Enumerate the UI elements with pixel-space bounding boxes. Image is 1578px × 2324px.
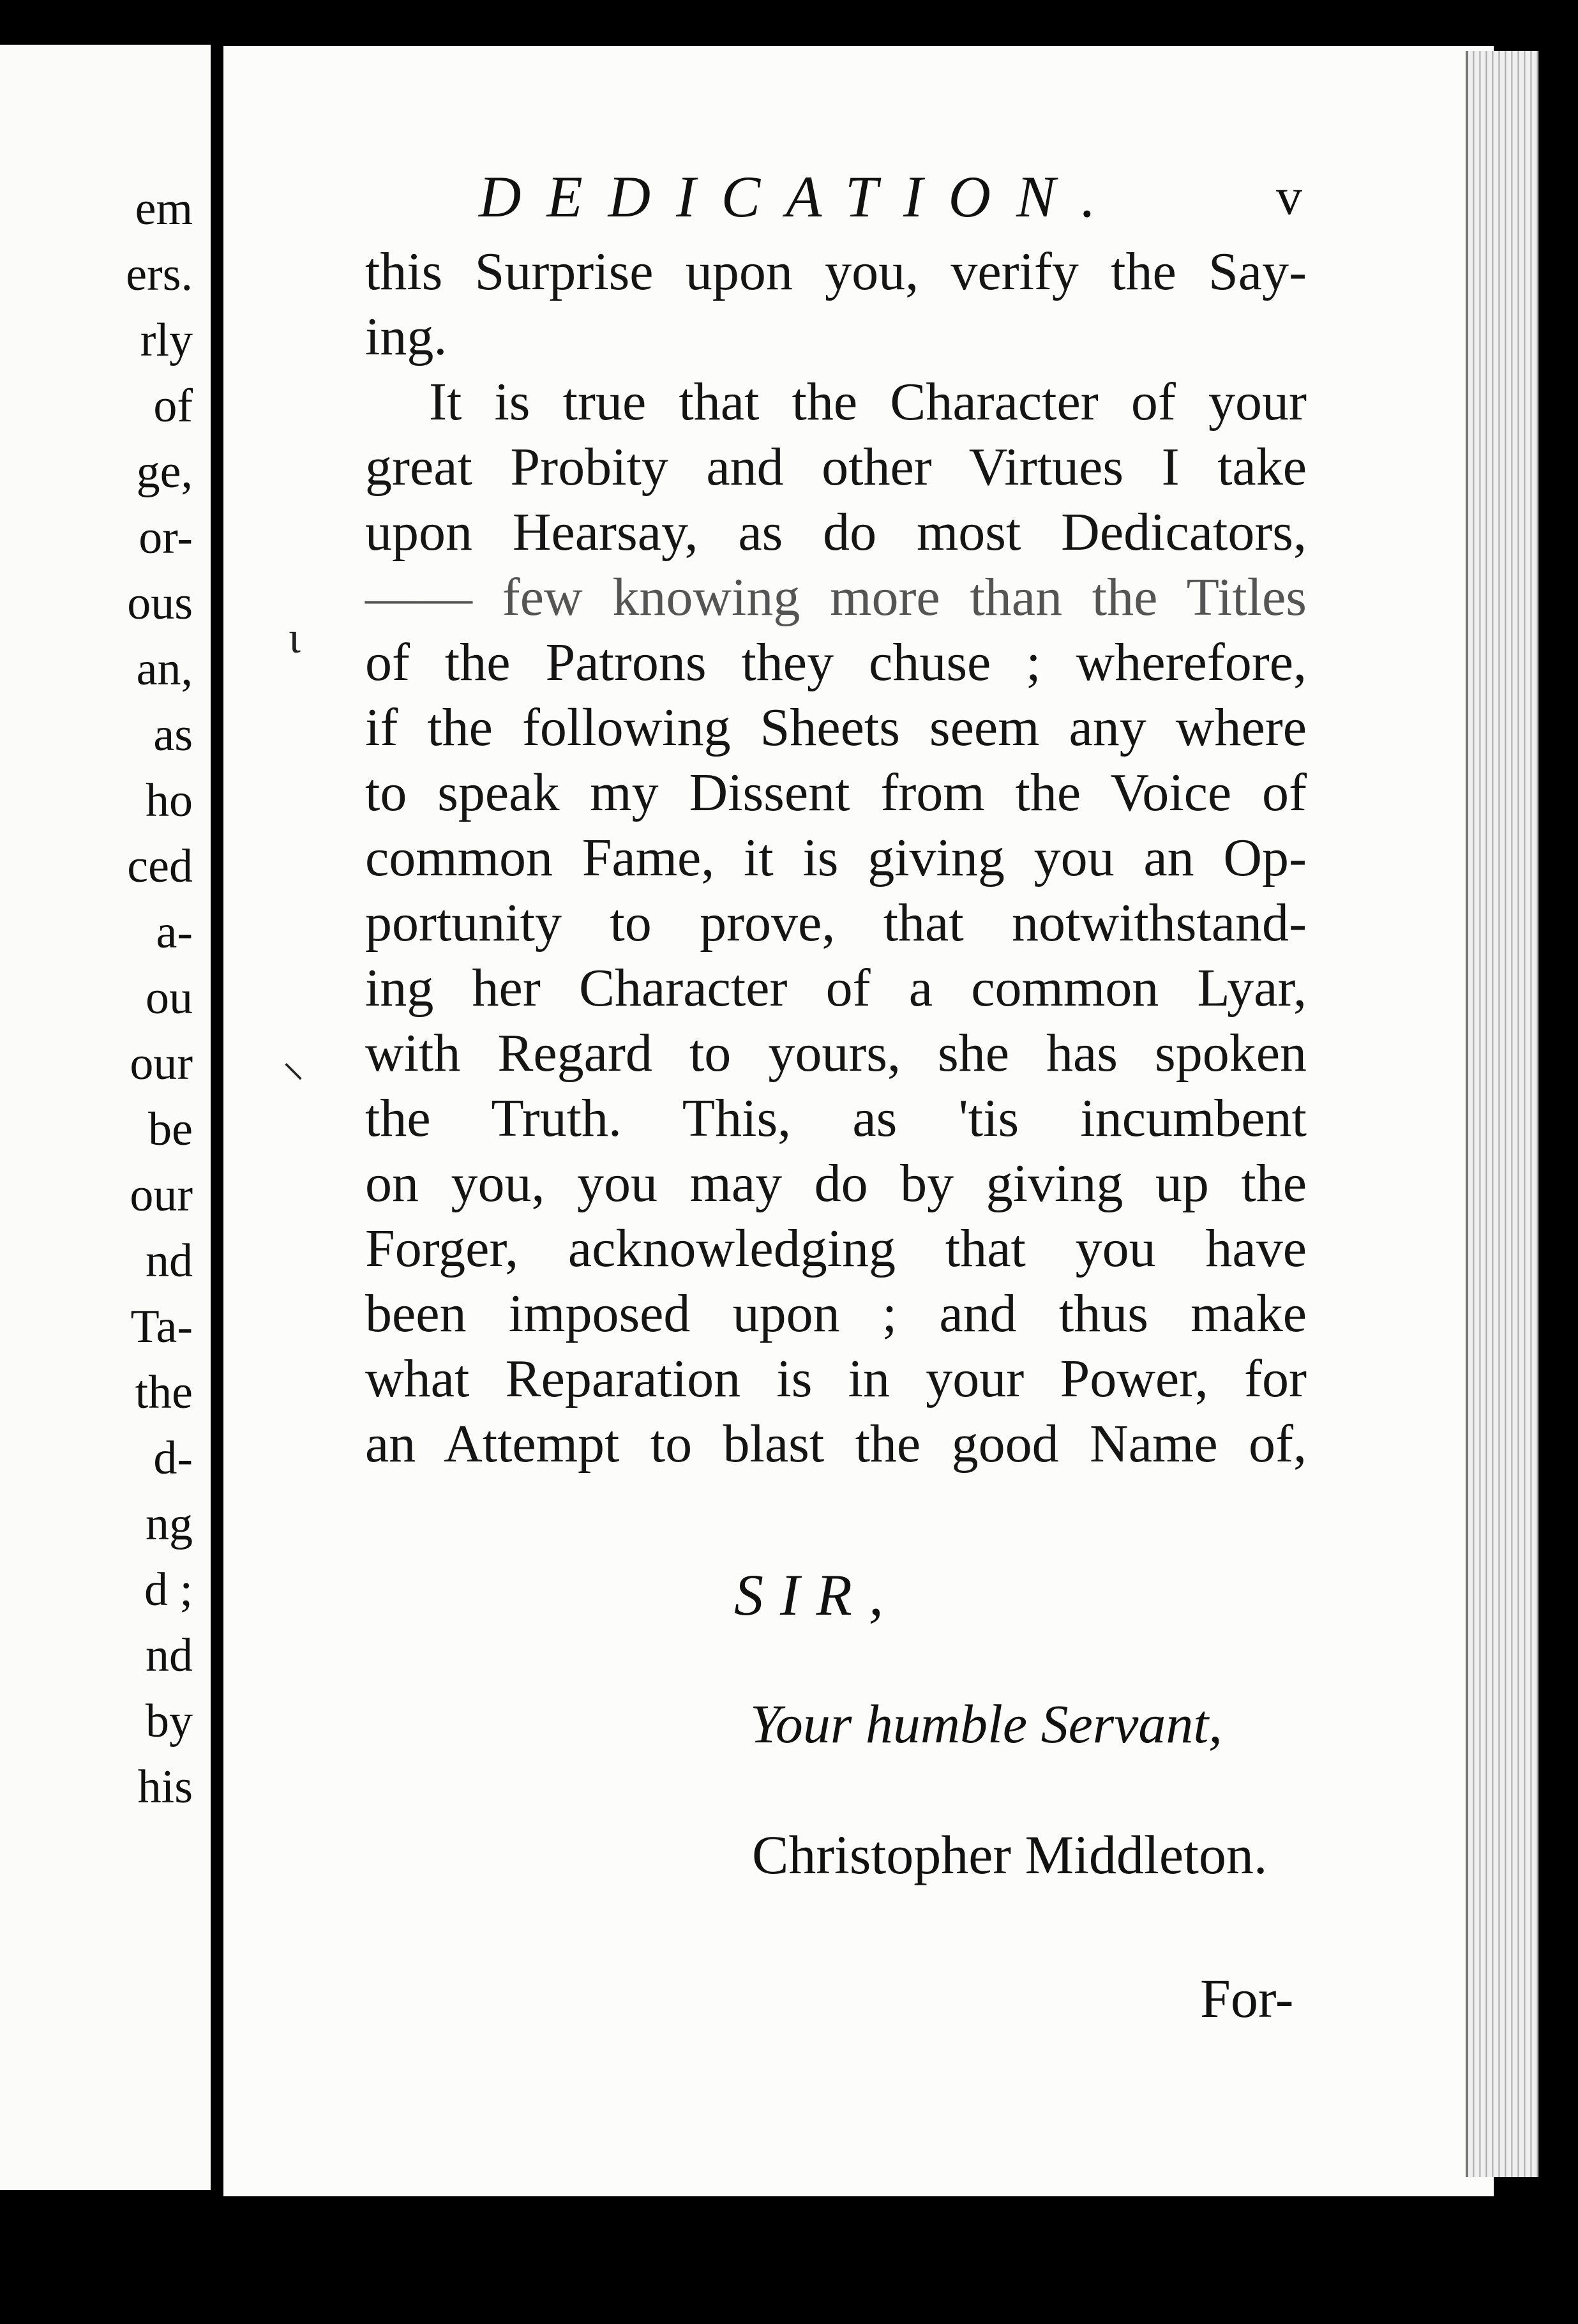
body-line: ing her Character of a common Lyar,	[365, 958, 1307, 1018]
body-line: Forger, acknowledging that you have	[365, 1219, 1307, 1278]
left-fragment: ous	[127, 577, 193, 630]
left-fragment: ou	[146, 972, 193, 1024]
margin-mark: ι	[289, 614, 301, 663]
dedication-body	[365, 239, 1307, 1477]
left-fragment: ge,	[136, 446, 193, 498]
body-line: great Probity and other Virtues I take	[365, 437, 1307, 497]
body-line: —— few knowing more than the Titles	[365, 568, 1307, 627]
body-line: an Attempt to blast the good Name of,	[365, 1414, 1307, 1474]
left-fragment: Ta-	[130, 1301, 193, 1353]
left-fragment: ers.	[126, 248, 193, 301]
body-line: on you, you may do by giving up the	[365, 1154, 1307, 1213]
left-fragment: our	[130, 1038, 193, 1090]
book-gutter	[211, 0, 223, 2324]
left-fragment: ng	[146, 1498, 193, 1550]
signature: Christopher Middleton.	[752, 1824, 1268, 1885]
margin-mark: ⸌	[282, 1056, 304, 1105]
left-fragment: em	[135, 183, 193, 235]
closing-phrase: Your humble Servant,	[750, 1693, 1222, 1754]
page-edges	[1466, 51, 1538, 2177]
body-line: upon Hearsay, as do most Dedicators,	[365, 502, 1307, 562]
page-number: v	[1276, 167, 1302, 225]
left-fragment: by	[146, 1695, 193, 1747]
facing-page-left	[0, 45, 217, 2190]
left-fragment: d ;	[144, 1564, 193, 1616]
body-line: ing.	[365, 307, 447, 366]
left-fragment: ced	[127, 840, 193, 893]
left-fragment: his	[137, 1761, 193, 1813]
body-line: this Surprise upon you, verify the Say-	[365, 242, 1307, 301]
left-fragment: or-	[139, 511, 193, 564]
body-line: common Fame, it is giving you an Op-	[365, 828, 1307, 887]
body-line: to speak my Dissent from the Voice of	[365, 763, 1307, 822]
body-line: been imposed upon ; and thus make	[365, 1284, 1307, 1343]
running-title: DEDICATION.	[479, 164, 1122, 229]
left-fragment: be	[148, 1103, 193, 1156]
body-line: It is true that the Character of your	[429, 372, 1307, 432]
left-fragment: nd	[146, 1629, 193, 1682]
left-fragment: the	[135, 1366, 193, 1419]
body-line: with Regard to yours, she has spoken	[365, 1023, 1307, 1083]
left-fragment: ho	[146, 774, 193, 827]
left-fragment: rly	[140, 314, 193, 366]
body-line: what Reparation is in your Power, for	[365, 1349, 1307, 1408]
body-line: the Truth. This, as 'tis incumbent	[365, 1089, 1307, 1148]
left-fragment: nd	[146, 1235, 193, 1287]
catchword: For-	[1200, 1968, 1294, 2029]
left-fragment: a-	[156, 906, 193, 958]
left-fragment: an,	[136, 643, 193, 695]
body-line: portunity to prove, that notwithstand-	[365, 893, 1307, 953]
left-fragment: our	[130, 1169, 193, 1221]
running-header	[479, 163, 1302, 233]
left-fragment: of	[153, 380, 193, 432]
body-line: of the Patrons they chuse ; wherefore,	[365, 633, 1307, 692]
body-line: if the following Sheets seem any where	[365, 698, 1307, 757]
left-fragment: as	[153, 709, 193, 761]
salutation: SIR,	[734, 1562, 900, 1627]
left-fragment: d-	[153, 1432, 193, 1484]
